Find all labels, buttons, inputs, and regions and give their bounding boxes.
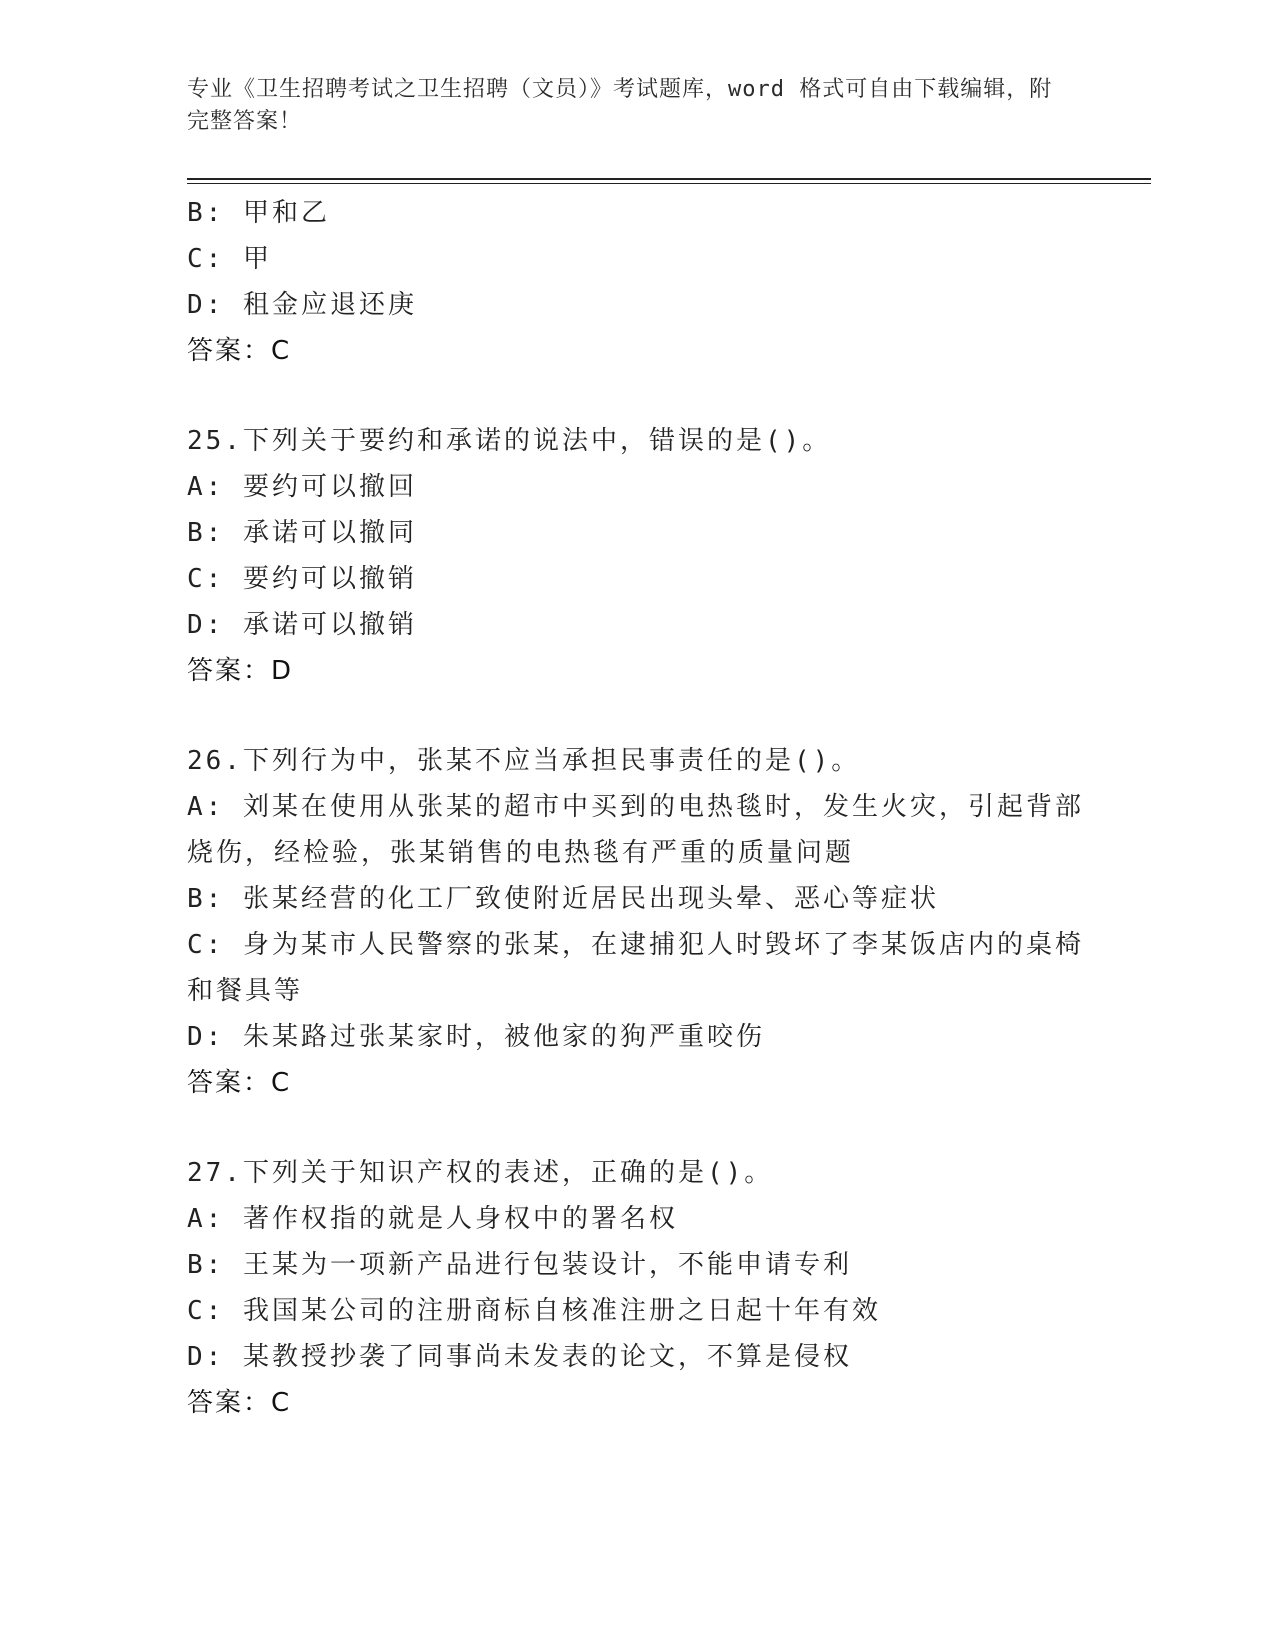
option-a: A: 著作权指的就是人身权中的署名权 [187,1204,678,1234]
answer-line: 答案：D [187,656,294,686]
question-block-partial [187,190,1087,374]
answer-line: 答案：C [187,1068,292,1098]
question-block-27 [187,1150,1087,1426]
option-d: D: 某教授抄袭了同事尚未发表的论文，不算是侵权 [187,1342,852,1372]
question-list [187,190,1087,1426]
option-b: B: 甲和乙 [187,198,330,228]
option-c: C: 要约可以撤销 [187,564,417,594]
option-b: B: 王某为一项新产品进行包装设计，不能申请专利 [187,1250,852,1280]
question-block-25 [187,418,1087,694]
header-rule-thin [187,183,1151,184]
page-header: 专业《卫生招聘考试之卫生招聘（文员）》考试题库，word 格式可自由下载编辑，附完整答案！ [187,77,1053,134]
option-b: B: 张某经营的化工厂致使附近居民出现头晕、恶心等症状 [187,884,939,914]
option-a: A: 要约可以撤回 [187,472,417,502]
option-d: D: 租金应退还庚 [187,290,417,320]
option-c: C: 我国某公司的注册商标自核准注册之日起十年有效 [187,1296,881,1326]
question-stem: 26.下列行为中，张某不应当承担民事责任的是()。 [187,746,861,776]
option-a: A: 刘某在使用从张某的超市中买到的电热毯时，发生火灾，引起背部烧伤，经检验，张某销售的电热毯有严重的质量问题 [187,792,1084,868]
answer-line: 答案：C [187,1388,292,1418]
option-b: B: 承诺可以撤同 [187,518,417,548]
question-stem: 25.下列关于要约和承诺的说法中，错误的是()。 [187,426,832,456]
answer-line: 答案：C [187,336,292,366]
option-d: D: 承诺可以撤销 [187,610,417,640]
header-rule-thick [187,178,1151,180]
option-d: D: 朱某路过张某家时，被他家的狗严重咬伤 [187,1022,765,1052]
question-block-26 [187,738,1087,1106]
option-c: C: 甲 [187,244,272,274]
option-c: C: 身为某市人民警察的张某，在逮捕犯人时毁坏了李某饭店内的桌椅和餐具等 [187,930,1084,1006]
question-stem: 27.下列关于知识产权的表述，正确的是()。 [187,1158,774,1188]
